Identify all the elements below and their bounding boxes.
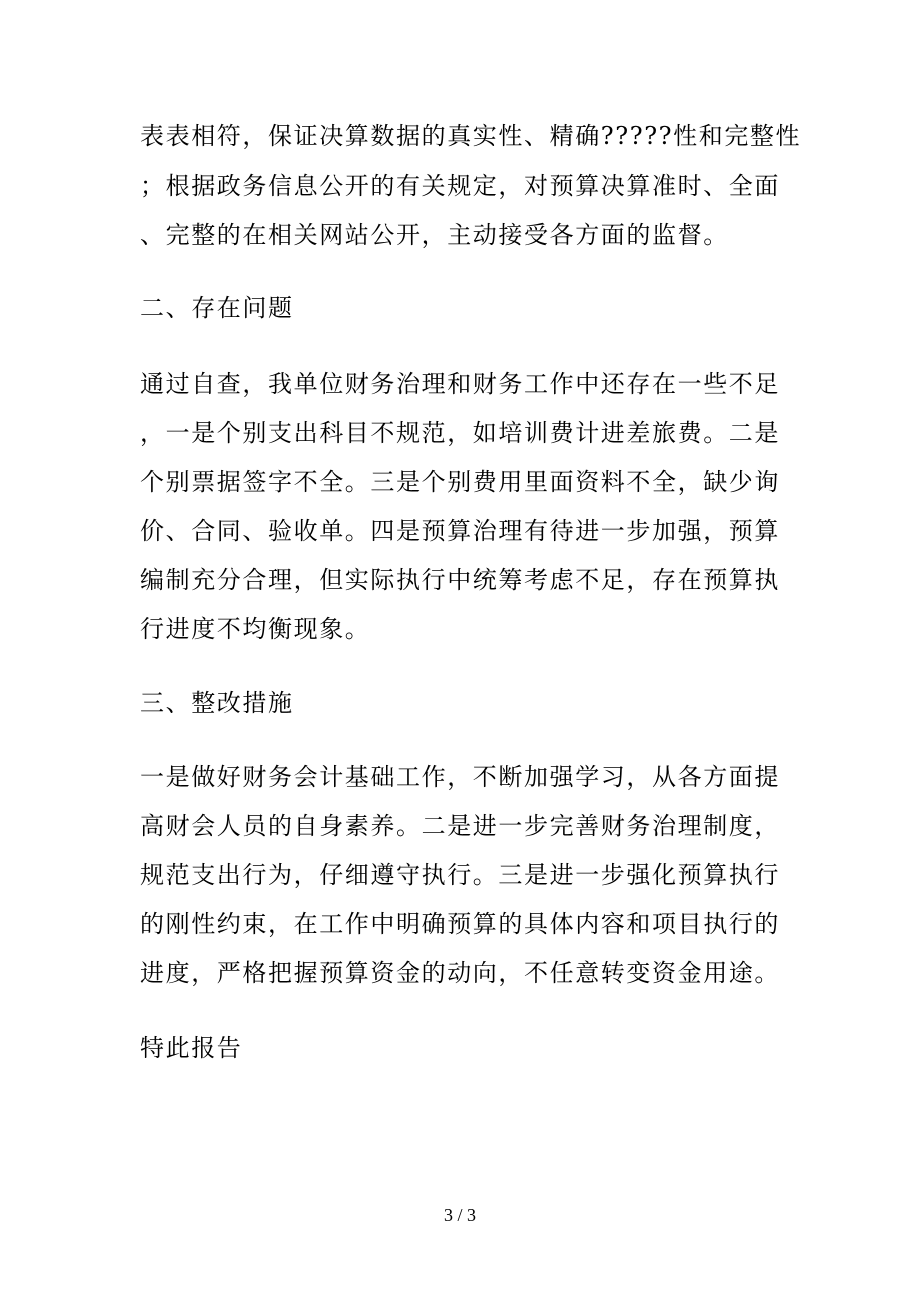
paragraph-line: ；根据政务信息公开的有关规定，对预算决算准时、全面 <box>140 172 780 200</box>
paragraph-line: 行进度不均衡现象。 <box>140 615 371 643</box>
paragraph-line: 编制充分合理，但实际执行中统筹考虑不足，存在预算执 <box>140 566 780 594</box>
closing-text: 特此报告 <box>140 1034 243 1062</box>
paragraph-line: 规范支出行为，仔细遵守执行。三是进一步强化预算执行 <box>140 861 780 889</box>
paragraph-line: 一是做好财务会计基础工作，不断加强学习，从各方面提 <box>140 763 780 791</box>
paragraph-line: 通过自查，我单位财务治理和财务工作中还存在一些不足 <box>140 370 780 398</box>
heading-measures: 三、整改措施 <box>140 689 294 717</box>
heading-problems: 二、存在问题 <box>140 294 294 322</box>
paragraph-line: 个别票据签字不全。三是个别费用里面资料不全，缺少询 <box>140 468 780 496</box>
paragraph-line: 高财会人员的自身素养。二是进一步完善财务治理制度， <box>140 812 780 840</box>
paragraph-line: 进度，严格把握预算资金的动向，不任意转变资金用途。 <box>140 959 780 987</box>
paragraph-line: 、完整的在相关网站公开，主动接受各方面的监督。 <box>140 221 729 249</box>
paragraph-line: 的刚性约束，在工作中明确预算的具体内容和项目执行的 <box>140 910 780 938</box>
paragraph-line: 表表相符，保证决算数据的真实性、精确?????性和完整性 <box>140 122 802 150</box>
paragraph-line: 价、合同、验收单。四是预算治理有待进一步加强，预算 <box>140 517 780 545</box>
paragraph-line: ，一是个别支出科目不规范，如培训费计进差旅费。二是 <box>140 419 780 447</box>
page-number: 3 / 3 <box>443 1205 476 1225</box>
